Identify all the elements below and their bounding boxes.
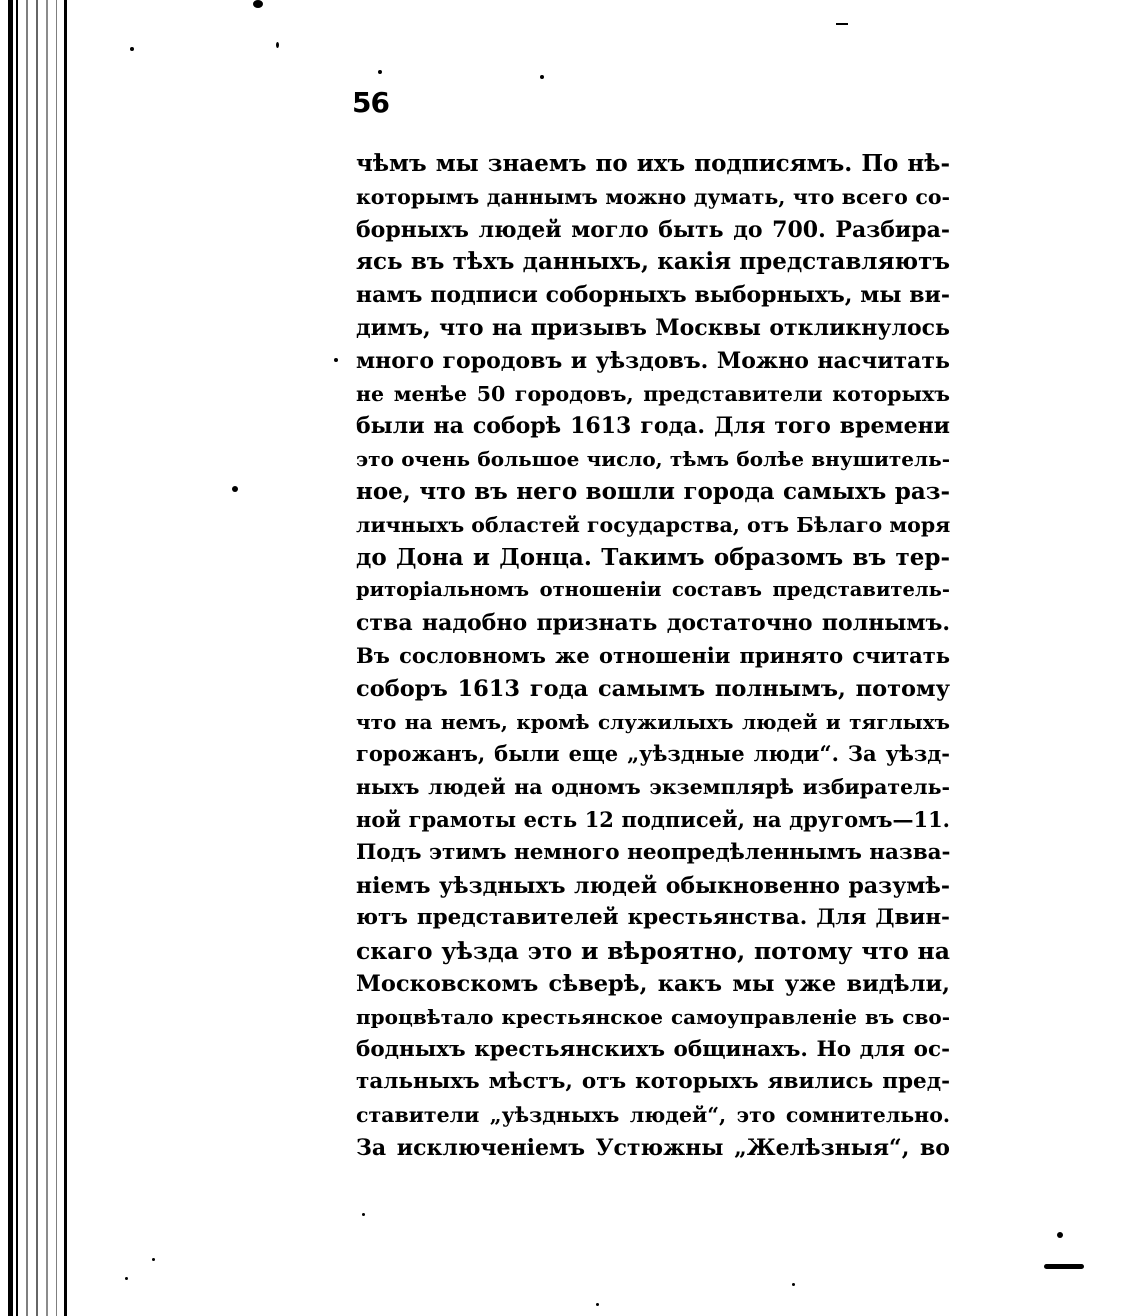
text-line: Подъ этимъ немного неопредѣленнымъ назва- xyxy=(356,839,950,865)
text-line: борныхъ людей могло быть до 700. Разбира- xyxy=(356,216,950,243)
scan-mark xyxy=(836,23,848,25)
scan-mark xyxy=(1044,1264,1084,1269)
text-line: За исключеніемъ Устюжны „Желѣзныя“, во xyxy=(356,1134,950,1161)
text-line: ютъ представителей крестьянства. Для Двин- xyxy=(356,905,950,931)
scan-speck xyxy=(596,1303,599,1306)
text-line: бодныхъ крестьянскихъ общинахъ. Но для ос- xyxy=(356,1036,950,1062)
scan-speck xyxy=(334,358,338,362)
text-line: много городовъ и уѣздовъ. Можно насчитать xyxy=(356,347,950,374)
scan-speck xyxy=(540,75,544,79)
scan-speck xyxy=(152,1258,155,1261)
scan-speck xyxy=(125,1277,128,1280)
page-number: 56 xyxy=(352,86,389,119)
text-line: риторіальномъ отношеніи составъ представитель- xyxy=(356,578,950,602)
text-line: были на соборѣ 1613 года. Для того времени xyxy=(356,413,950,440)
text-line: димъ, что на призывъ Москвы откликнулось xyxy=(356,314,950,341)
text-line: что на немъ, кромѣ служилыхъ людей и тяглыхъ xyxy=(356,709,950,734)
body-text xyxy=(356,148,950,1165)
text-line: тальныхъ мѣстъ, отъ которыхъ явились пред- xyxy=(356,1069,950,1095)
text-line: не менѣе 50 городовъ, представители которыхъ xyxy=(356,381,950,406)
text-line: чѣмъ мы знаемъ по ихъ подписямъ. По нѣ- xyxy=(356,150,950,177)
scan-speck xyxy=(130,47,134,51)
scan-speck xyxy=(362,1213,365,1216)
text-line: соборъ 1613 года самымъ полнымъ, потому xyxy=(356,675,950,702)
text-line: это очень большое число, тѣмъ болѣе внушитель- xyxy=(356,447,950,472)
scan-speck xyxy=(1057,1232,1063,1238)
scan-speck xyxy=(232,486,238,492)
text-line: Въ сословномъ же отношеніи принято считать xyxy=(356,642,950,668)
binding-gutter xyxy=(0,0,70,1316)
text-line: ства надобно признать достаточно полнымъ. xyxy=(356,610,950,637)
text-line: ное, что въ него вошли города самыхъ раз- xyxy=(356,477,950,505)
text-line: личныхъ областей государства, отъ Бѣлаго моря xyxy=(356,512,950,537)
text-line: скаго уѣзда это и вѣроятно, потому что на xyxy=(356,937,950,966)
text-line: горожанъ, были еще „уѣздные люди“. За уѣзд- xyxy=(356,741,950,767)
scan-speck xyxy=(276,42,279,48)
text-line: намъ подписи соборныхъ выборныхъ, мы ви- xyxy=(356,282,950,309)
text-line: ясь въ тѣхъ данныхъ, какія представляютъ xyxy=(356,248,950,276)
text-line: Московскомъ сѣверѣ, какъ мы уже видѣли, xyxy=(356,970,950,997)
text-line: ныхъ людей на одномъ экземплярѣ избиратель- xyxy=(356,775,950,800)
text-line: которымъ даннымъ можно думать, что всего со- xyxy=(356,184,950,209)
text-line: ніемъ уѣздныхъ людей обыкновенно разумѣ- xyxy=(356,872,950,899)
text-line: процвѣтало крестьянское самоуправленіе въ сво- xyxy=(356,1004,950,1029)
scan-speck xyxy=(792,1283,795,1286)
text-line: ной грамоты есть 12 подписей, на другомъ—11. xyxy=(356,806,950,832)
text-line: ставители „уѣздныхъ людей“, это сомнительно. xyxy=(356,1103,950,1128)
text-line: до Дона и Донца. Такимъ образомъ въ тер- xyxy=(356,543,950,571)
scan-speck xyxy=(378,70,382,74)
scan-speck xyxy=(253,0,263,8)
